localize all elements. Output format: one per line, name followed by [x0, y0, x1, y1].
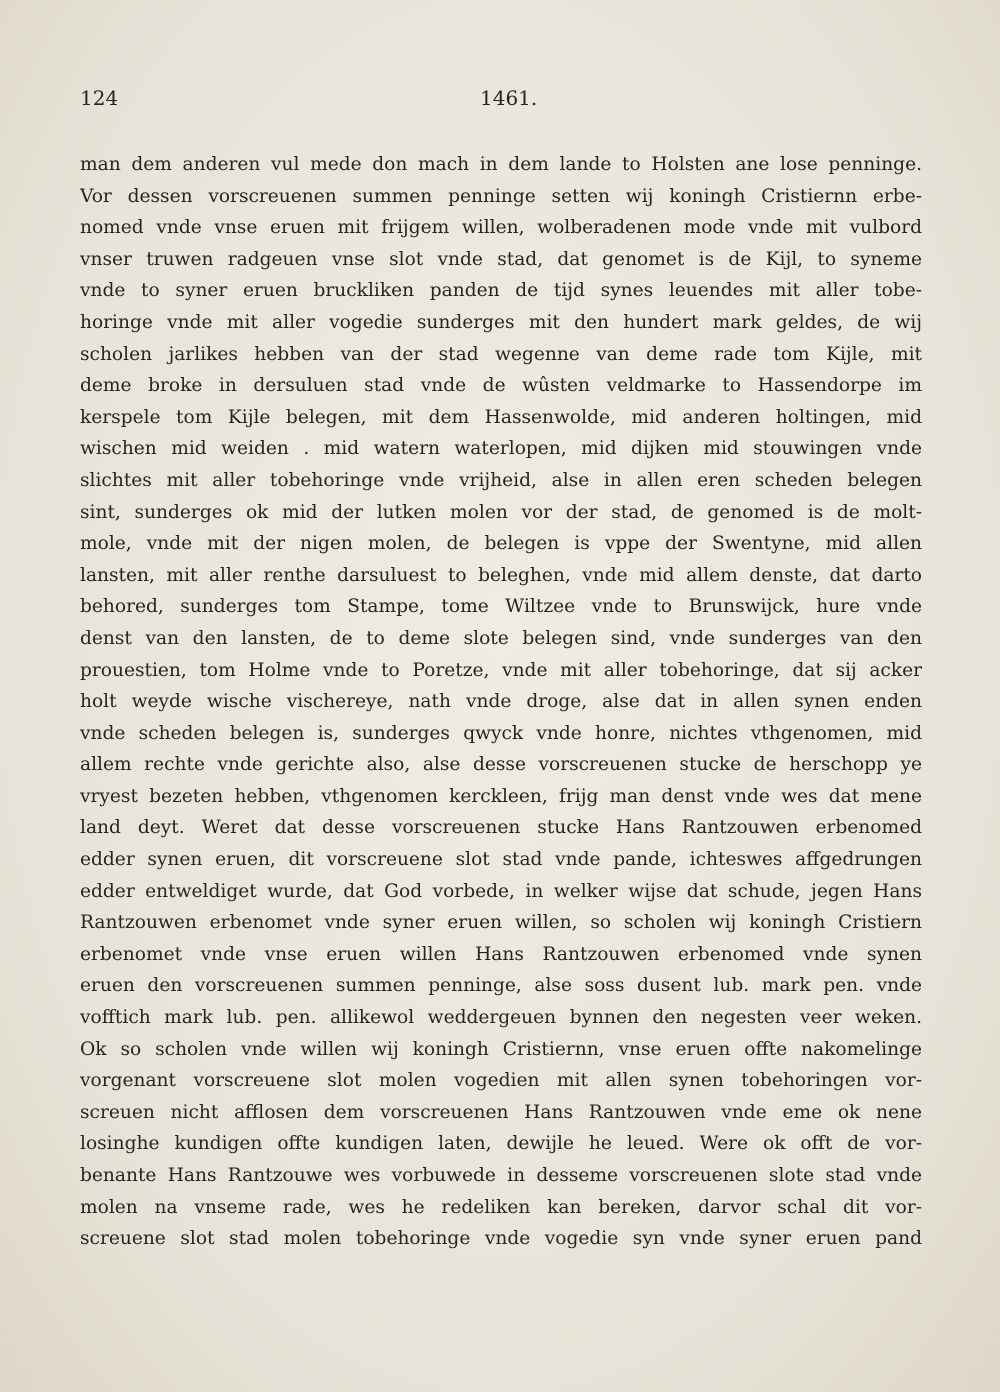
text-line: slichtes mit aller tobehoringe vnde vrijheid, alse in allen eren scheden belegen [80, 469, 922, 491]
text-line: Rantzouwen erbenomet vnde syner eruen willen, so scholen wij koningh Cristiern [80, 912, 922, 934]
text-line: vnde to syner eruen bruckliken panden de tijd synes leuendes mit aller tobe- [80, 280, 922, 302]
text-line: Ok so scholen vnde willen wij koningh Cristiernn, vnse eruen offte nakomelinge [80, 1038, 922, 1060]
text-line: allem rechte vnde gerichte also, alse desse vorscreuenen stucke de herschopp ye [80, 754, 922, 776]
text-line: vnser truwen radgeuen vnse slot vnde stad, dat genomet is de Kijl, to syneme [80, 248, 922, 270]
page-number: 124 [80, 86, 119, 110]
body-text [80, 149, 922, 1255]
text-line: scholen jarlikes hebben van der stad wegenne van deme rade tom Kijle, mit [80, 343, 922, 365]
text-line: denst van den lansten, de to deme slote belegen sind, vnde sunderges van den [80, 627, 922, 649]
text-line: vryest bezeten hebben, vthgenomen kerckleen, frijg man denst vnde wes dat mene [80, 785, 922, 807]
text-line: prouestien, tom Holme vnde to Poretze, vnde mit aller tobehoringe, dat sij acker [80, 659, 922, 681]
text-line: deme broke in dersuluen stad vnde de wûsten veldmarke to Hassendorpe im [80, 375, 922, 397]
text-line: kerspele tom Kijle belegen, mit dem Hassenwolde, mid anderen holtingen, mid [80, 406, 922, 428]
text-line: vorgenant vorscreuene slot molen vogedien mit allen synen tobehoringen vor- [80, 1070, 922, 1092]
text-line: horinge vnde mit aller vogedie sunderges mit den hundert mark geldes, de wij [80, 311, 922, 333]
text-line: land deyt. Weret dat desse vorscreuenen stucke Hans Rantzouwen erbenomed [80, 817, 922, 839]
text-line: mole, vnde mit der nigen molen, de belegen is vppe der Swentyne, mid allen [80, 533, 922, 555]
text-line: holt weyde wische vischereye, nath vnde droge, alse dat in allen synen enden [80, 691, 922, 713]
text-line: vnde scheden belegen is, sunderges qwyck vnde honre, nichtes vthgenomen, mid [80, 722, 922, 744]
page-header [80, 86, 922, 116]
text-line: man dem anderen vul mede don mach in dem lande to Holsten ane lose penninge. [80, 154, 922, 175]
text-line: behored, sunderges tom Stampe, tome Wiltzee vnde to Brunswijck, hure vnde [80, 596, 922, 618]
text-line: benante Hans Rantzouwe wes vorbuwede in desseme vorscreuenen slote stad vnde [80, 1165, 922, 1186]
running-head-year: 1461. [480, 86, 538, 110]
text-line: erbenomet vnde vnse eruen willen Hans Rantzouwen erbenomed vnde synen [80, 943, 922, 965]
text-line: Vor dessen vorscreuenen summen penninge setten wij koningh Cristiernn erbe- [80, 185, 922, 207]
text-line: screuene slot stad molen tobehoringe vnde vogedie syn vnde syner eruen pand [80, 1228, 922, 1250]
text-line: nomed vnde vnse eruen mit frijgem willen, wolberadenen mode vnde mit vulbord [80, 217, 922, 239]
text-line: edder entweldiget wurde, dat God vorbede, in welker wijse dat schude, jegen Hans [80, 880, 922, 902]
text-line: molen na vnseme rade, wes he redeliken kan bereken, darvor schal dit vor- [80, 1196, 922, 1218]
text-line: vofftich mark lub. pen. allikewol weddergeuen bynnen den negesten veer weken. [80, 1007, 922, 1029]
text-line: edder synen eruen, dit vorscreuene slot stad vnde pande, ichteswes affgedrungen [80, 849, 922, 871]
text-line: screuen nicht afflosen dem vorscreuenen Hans Rantzouwen vnde eme ok nene [80, 1101, 922, 1123]
text-line: lansten, mit aller renthe darsuluest to beleghen, vnde mid allem denste, dat darto [80, 564, 922, 586]
text-line: wischen mid weiden . mid watern waterlopen, mid dijken mid stouwingen vnde [80, 438, 922, 460]
text-line: sint, sunderges ok mid der lutken molen vor der stad, de genomed is de molt- [80, 501, 922, 523]
text-line: losinghe kundigen offte kundigen laten, dewijle he leued. Were ok offt de vor- [80, 1133, 922, 1155]
text-line: eruen den vorscreuenen summen penninge, alse soss dusent lub. mark pen. vnde [80, 975, 922, 997]
